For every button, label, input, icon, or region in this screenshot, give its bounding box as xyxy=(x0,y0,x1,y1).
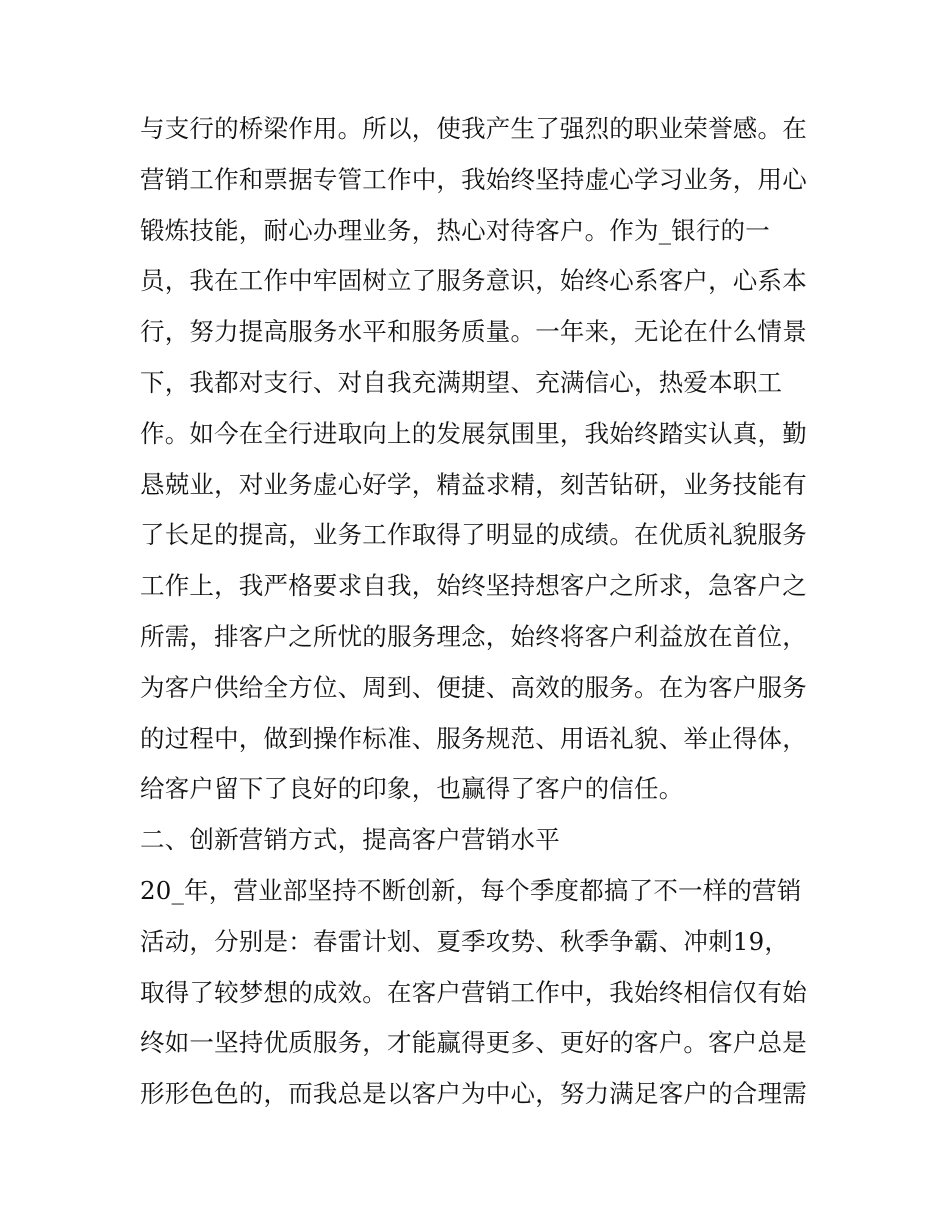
text-line: 作。如今在全行进取向上的发展氛围里，我始终踏实认真，勤 xyxy=(140,418,807,448)
text-line: 下，我都对支行、对自我充满期望、充满信心，热爱本职工 xyxy=(140,367,783,397)
body-text xyxy=(140,104,830,1120)
text-line: 了长足的提高，业务工作取得了明显的成绩。在优质礼貌服务 xyxy=(140,520,807,550)
text-line: 形形色色的，而我总是以客户为中心，努力满足客户的合理需 xyxy=(140,1079,807,1109)
text-line: 20_年，营业部坚持不断创新，每个季度都搞了不一样的营销 xyxy=(140,875,802,905)
text-line: 活动，分别是：春雷计划、夏季攻势、秋季争霸、冲刺19， xyxy=(140,926,790,956)
text-line: 与支行的桥梁作用。所以，使我产生了强烈的职业荣誉感。在 xyxy=(140,114,807,143)
text-line: 给客户留下了良好的印象，也赢得了客户的信任。 xyxy=(140,774,684,804)
text-line: 所需，排客户之所忧的服务理念，始终将客户利益放在首位， xyxy=(140,621,807,651)
text-line: 恳兢业，对业务虚心好学，精益求精，刻苦钻研，业务技能有 xyxy=(140,469,807,499)
text-line: 锻炼技能，耐心办理业务，热心对待客户。作为_银行的一 xyxy=(140,215,770,245)
text-line: 行，努力提高服务水平和服务质量。一年来，无论在什么情景 xyxy=(140,317,807,347)
text-line: 取得了较梦想的成效。在客户营销工作中，我始终相信仅有始 xyxy=(140,977,807,1007)
text-line: 员，我在工作中牢固树立了服务意识，始终心系客户，心系本 xyxy=(140,266,807,296)
text-line: 营销工作和票据专管工作中，我始终坚持虚心学习业务，用心 xyxy=(140,164,807,194)
section-heading: 二、创新营销方式，提高客户营销水平 xyxy=(140,825,560,855)
text-line: 工作上，我严格要求自我，始终坚持想客户之所求，急客户之 xyxy=(140,571,807,601)
text-line: 为客户供给全方位、周到、便捷、高效的服务。在为客户服务 xyxy=(140,672,807,702)
text-line: 终如一坚持优质服务，才能赢得更多、更好的客户。客户总是 xyxy=(140,1028,807,1058)
text-line: 的过程中，做到操作标准、服务规范、用语礼貌、举止得体， xyxy=(140,723,807,753)
